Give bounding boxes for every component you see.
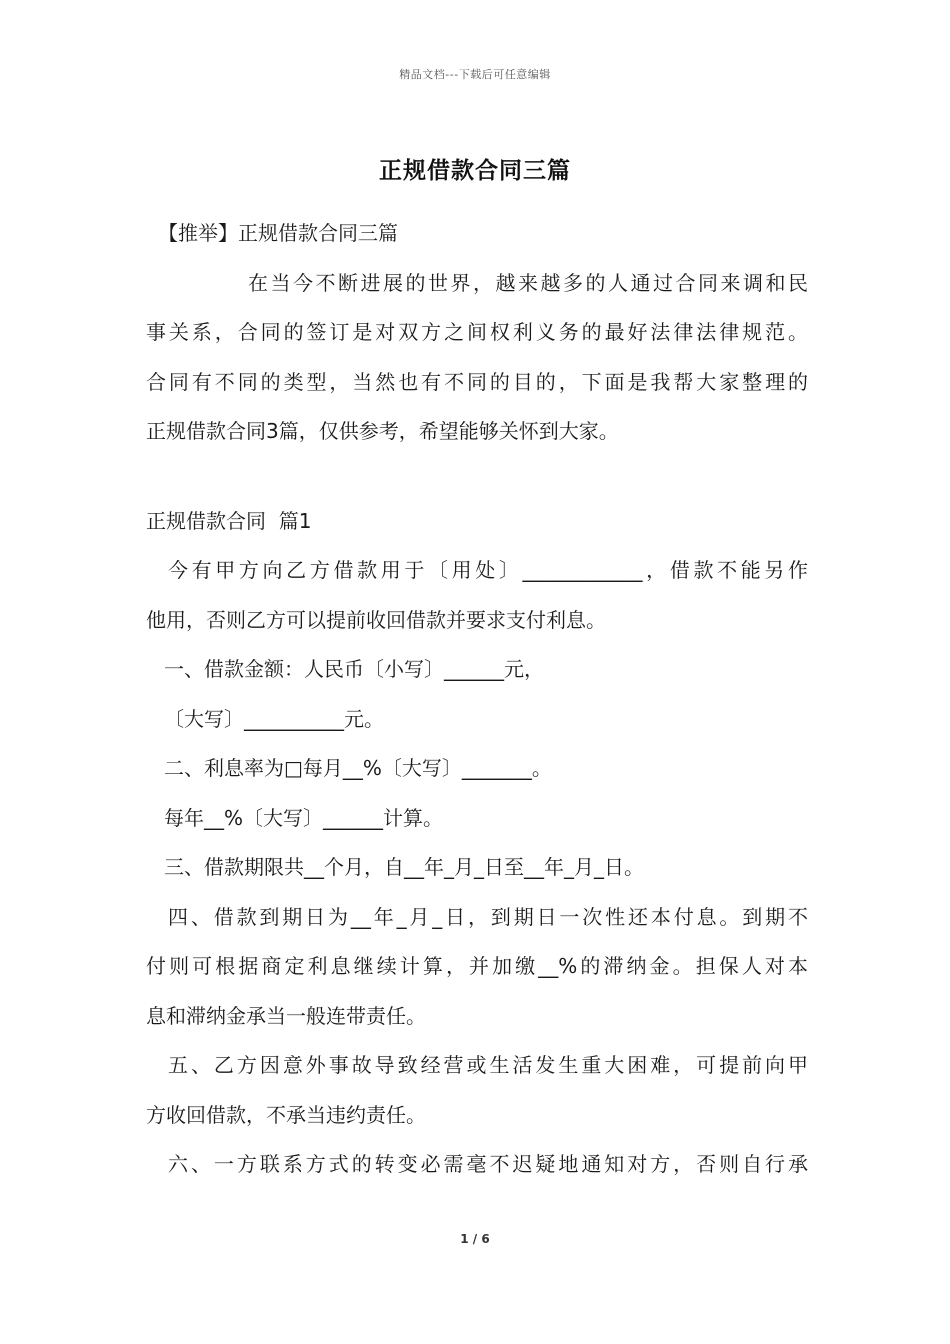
clause-1-line-2: 〔大写〕__________元。 bbox=[164, 706, 384, 731]
clause-5-line-1: 五、乙方因意外事故导致经营或生活发生重大困难，可提前向甲 bbox=[168, 1053, 808, 1077]
clause-intro-line-1: 今有甲方向乙方借款用于〔用处〕____________，借款不能另作 bbox=[168, 558, 808, 582]
clause-intro-line-2: 他用，否则乙方可以提前收回借款并要求支付利息。 bbox=[146, 607, 606, 632]
intro-line-2: 事关系，合同的签订是对双方之间权利义务的最好法律法律规范。 bbox=[146, 320, 808, 344]
page-number: 1 / 6 bbox=[460, 1232, 490, 1246]
intro-line-1: 在当今不断进展的世界，越来越多的人通过合同来调和民 bbox=[248, 270, 808, 295]
section-heading: 正规借款合同 篇1 bbox=[146, 508, 312, 533]
clause-5-line-2: 方收回借款，不承当违约责任。 bbox=[146, 1102, 426, 1127]
clause-2-line-1: 二、利息率为□每月__%〔大写〕_______。 bbox=[164, 756, 552, 780]
clause-4-line-3: 息和滞纳金承当一般连带责任。 bbox=[146, 1003, 426, 1028]
document-title: 正规借款合同三篇 bbox=[379, 158, 571, 184]
recommend-line: 【推举】正规借款合同三篇 bbox=[158, 221, 398, 245]
document-body bbox=[146, 209, 808, 1190]
clause-4-line-2: 付则可根据商定利息继续计算，并加缴__%的滞纳金。担保人对本 bbox=[146, 954, 808, 978]
intro-line-4: 正规借款合同3篇，仅供参考，希望能够关怀到大家。 bbox=[146, 419, 619, 443]
clause-3-line: 三、借款期限共__个月，自__年_月_日至__年_月_日。 bbox=[164, 855, 644, 879]
clause-1-line-1: 一、借款金额：人民币〔小写〕______元， bbox=[164, 657, 544, 681]
clause-2-line-2: 每年__%〔大写〕______计算。 bbox=[164, 805, 444, 830]
clause-4-line-1: 四、借款到期日为__年_月_日，到期日一次性还本付息。到期不 bbox=[168, 904, 808, 929]
page-header: 精品文档---下载后可任意编辑 bbox=[399, 68, 551, 81]
paragraph-gap bbox=[146, 457, 808, 497]
intro-line-3: 合同有不同的类型，当然也有不同的目的，下面是我帮大家整理的 bbox=[146, 369, 808, 394]
clause-6-line-1: 六、一方联系方式的转变必需毫不迟疑地通知对方，否则自行承 bbox=[168, 1152, 808, 1176]
